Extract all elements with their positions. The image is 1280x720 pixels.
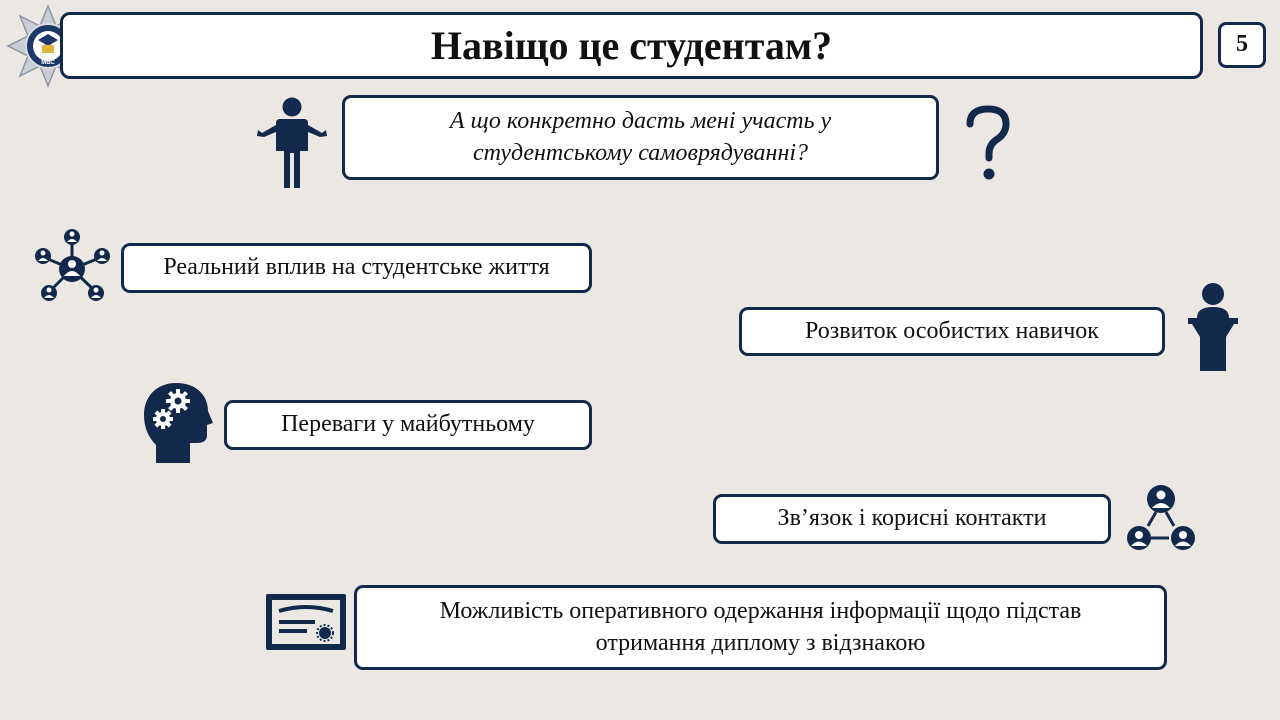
item-real-influence-label: Реальний вплив на студентське життя bbox=[163, 254, 550, 281]
person-shrug-icon bbox=[256, 97, 328, 189]
head-gears-icon bbox=[142, 381, 214, 463]
connected-people-icon bbox=[1124, 482, 1198, 554]
item-contacts bbox=[713, 494, 1111, 544]
item-honors-diploma-line-1: Можливість оперативного одержання інформації щодо підстав bbox=[439, 598, 1082, 625]
item-honors-diploma-line-2: отримання диплому з відзнакою bbox=[595, 629, 926, 656]
slide-title: Навіщо це студентам? bbox=[60, 12, 1203, 79]
logo-text: МВС bbox=[41, 60, 55, 66]
question-line-2: студентському самоврядуванні? bbox=[472, 139, 809, 166]
question-line-1: А що конкретно дасть мені участь у bbox=[449, 108, 832, 135]
item-contacts-label: Зв’язок і корисні контакти bbox=[777, 505, 1047, 532]
question-box bbox=[342, 95, 939, 180]
item-real-influence bbox=[121, 243, 592, 293]
item-future-advantages bbox=[224, 400, 592, 450]
item-honors-diploma bbox=[354, 585, 1167, 670]
item-personal-skills bbox=[739, 307, 1165, 356]
network-people-icon bbox=[32, 226, 114, 304]
speaker-podium-icon bbox=[1186, 282, 1240, 374]
item-future-advantages-label: Переваги у майбутньому bbox=[281, 411, 535, 438]
page-number: 5 bbox=[1218, 22, 1266, 68]
diploma-certificate-icon bbox=[265, 593, 347, 651]
question-mark-icon bbox=[962, 104, 1014, 182]
item-personal-skills-label: Розвиток особистих навичок bbox=[805, 317, 1099, 344]
